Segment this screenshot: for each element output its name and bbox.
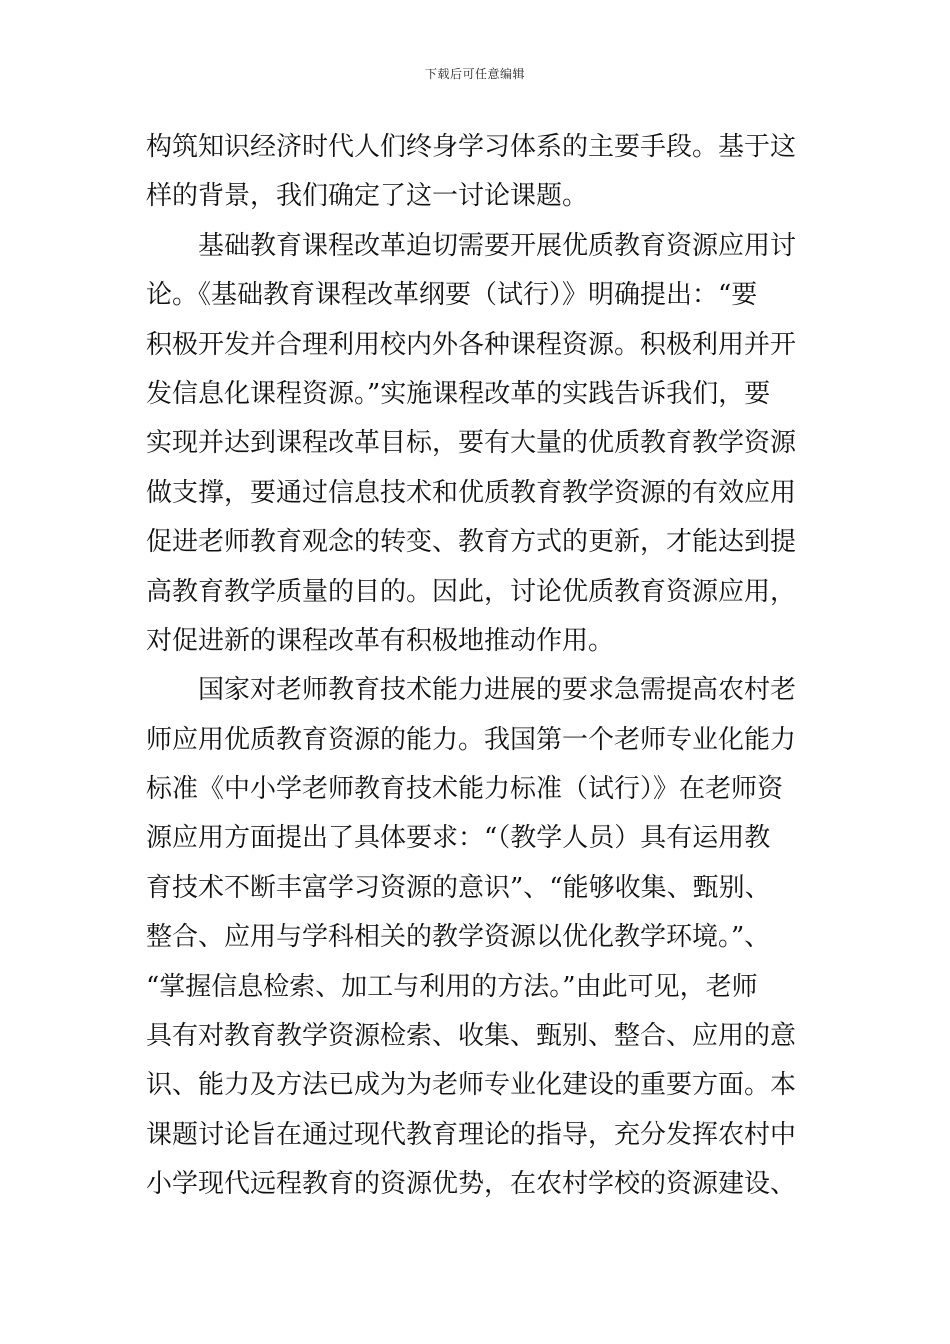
paragraph-3 (146, 666, 816, 1209)
document-body (146, 123, 816, 1210)
text-line: 发信息化课程资源。”实施课程改革的实践告诉我们，要 (146, 378, 771, 409)
text-line: 促进老师教育观念的转变、教育方式的更新，才能达到提 (146, 527, 797, 558)
text-line: 整合、应用与学科相关的教学资源以优化教学环境。”、 (146, 922, 771, 953)
page-header-note: 下载后可任意编辑 (424, 67, 525, 81)
text-line: 做支撑，要通过信息技术和优质教育教学资源的有效应用 (146, 477, 797, 508)
text-line: 国家对老师教育技术能力进展的要求急需提高农村老 (198, 675, 797, 706)
paragraph-2 (146, 222, 816, 667)
text-line: 高教育教学质量的目的。因此，讨论优质教育资源应用， (146, 576, 797, 607)
text-line: 标准《中小学老师教育技术能力标准（试行）》在老师资 (146, 774, 784, 805)
paragraph-1 (146, 123, 816, 222)
text-line: 样的背景，我们确定了这一讨论课题。 (146, 181, 589, 212)
text-line: 课题讨论旨在通过现代教育理论的指导，充分发挥农村中 (146, 1119, 797, 1150)
text-line: 构筑知识经济时代人们终身学习体系的主要手段。基于这 (146, 132, 797, 162)
text-line: 源应用方面提出了具体要求：“（教学人员）具有运用教 (146, 823, 771, 854)
text-line: 论。《基础教育课程改革纲要（试行）》明确提出：“要 (146, 280, 758, 311)
text-line: “掌握信息检索、加工与利用的方法。”由此可见，老师 (146, 971, 758, 1002)
text-line: 师应用优质教育资源的能力。我国第一个老师专业化能力 (146, 724, 797, 755)
text-line: 积极开发并合理利用校内外各种课程资源。积极利用并开 (146, 329, 797, 360)
text-line: 具有对教育教学资源检索、收集、甄别、整合、应用的意 (146, 1021, 797, 1052)
text-line: 对促进新的课程改革有积极地推动作用。 (146, 625, 615, 656)
text-line: 育技术不断丰富学习资源的意识”、“能够收集、甄别、 (146, 872, 771, 903)
text-line: 小学现代远程教育的资源优势，在农村学校的资源建设、 (146, 1169, 797, 1200)
text-line: 实现并达到课程改革目标，要有大量的优质教育教学资源 (146, 428, 797, 459)
text-line: 基础教育课程改革迫切需要开展优质教育资源应用讨 (198, 230, 797, 261)
text-line: 识、能力及方法已成为为老师专业化建设的重要方面。本 (146, 1070, 797, 1101)
